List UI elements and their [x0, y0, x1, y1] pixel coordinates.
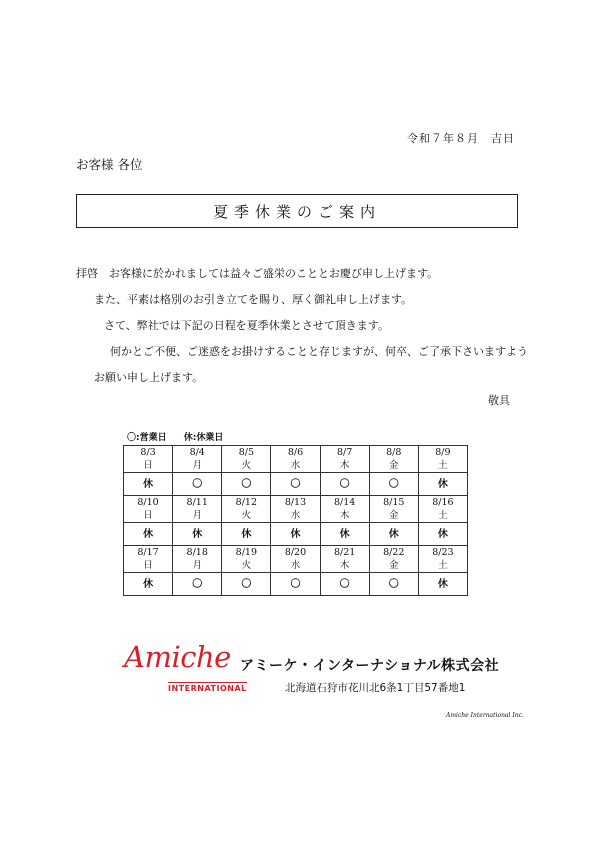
- calendar-row-status: [124, 573, 468, 596]
- calendar-weekday: 金: [369, 459, 418, 473]
- calendar-row-status: [124, 523, 468, 546]
- calendar-date: 8/13: [271, 496, 320, 510]
- calendar-status: 休: [320, 523, 369, 546]
- calendar-weekday: 日: [124, 509, 173, 523]
- calendar-status: 休: [418, 523, 467, 546]
- calendar-row-dates: [124, 446, 468, 460]
- document-title: 夏季休業のご案内: [212, 202, 381, 221]
- calendar-row-days: [124, 559, 468, 573]
- calendar-status: 〇: [173, 473, 222, 496]
- calendar-weekday: 火: [222, 509, 271, 523]
- calendar-weekday: 土: [418, 559, 467, 573]
- calendar-date: 8/22: [369, 546, 418, 560]
- calendar-status: 〇: [222, 473, 271, 496]
- calendar-date: 8/14: [320, 496, 369, 510]
- calendar-weekday: 日: [124, 459, 173, 473]
- calendar-weekday: 火: [222, 559, 271, 573]
- calendar-status: 休: [418, 573, 467, 596]
- calendar-weekday: 日: [124, 559, 173, 573]
- company-name: アミーケ・インターナショナル株式会社: [240, 658, 500, 674]
- calendar-status: 休: [124, 523, 173, 546]
- company-logo: [120, 640, 247, 700]
- calendar-legend: [127, 430, 237, 443]
- calendar-date: 8/17: [124, 546, 173, 560]
- calendar-row-dates: [124, 546, 468, 560]
- calendar-status: 休: [124, 573, 173, 596]
- body-line-1: 拝啓 お客様に於かれましては益々ご盛栄のこととお慶び申し上げます。: [76, 267, 439, 280]
- title-box: [76, 194, 518, 228]
- company-signature: Amiche International Inc.: [446, 712, 524, 719]
- calendar-weekday: 水: [271, 559, 320, 573]
- legend-open: 〇:営業日: [127, 433, 167, 443]
- calendar-date: 8/8: [369, 446, 418, 460]
- addressee: お客様 各位: [76, 157, 143, 172]
- calendar-weekday: 土: [418, 459, 467, 473]
- calendar-date: 8/3: [124, 446, 173, 460]
- calendar-weekday: 月: [173, 509, 222, 523]
- calendar-status: 休: [271, 523, 320, 546]
- body-line-2: また、平素は格別のお引き立てを賜り、厚く御礼申し上げます。: [94, 293, 413, 306]
- calendar-status: 休: [418, 473, 467, 496]
- holiday-calendar: [123, 445, 468, 596]
- calendar-date: 8/10: [124, 496, 173, 510]
- calendar-date: 8/21: [320, 546, 369, 560]
- calendar-status: 休: [369, 523, 418, 546]
- calendar-weekday: 水: [271, 459, 320, 473]
- calendar-status: 休: [124, 473, 173, 496]
- calendar-date: 8/20: [271, 546, 320, 560]
- calendar-date: 8/11: [173, 496, 222, 510]
- calendar-date: 8/19: [222, 546, 271, 560]
- calendar-weekday: 火: [222, 459, 271, 473]
- calendar-weekday: 金: [369, 559, 418, 573]
- calendar-date: 8/9: [418, 446, 467, 460]
- calendar-date: 8/23: [418, 546, 467, 560]
- calendar-row-days: [124, 509, 468, 523]
- calendar-row-dates: [124, 496, 468, 510]
- calendar-status: 〇: [320, 473, 369, 496]
- calendar-weekday: 水: [271, 509, 320, 523]
- calendar-weekday: 月: [173, 559, 222, 573]
- closing-keigu: 敬具: [488, 394, 510, 407]
- calendar-status: 〇: [369, 473, 418, 496]
- calendar-date: 8/15: [369, 496, 418, 510]
- calendar-weekday: 木: [320, 509, 369, 523]
- calendar-weekday: 木: [320, 559, 369, 573]
- calendar-weekday: 月: [173, 459, 222, 473]
- calendar-date: 8/4: [173, 446, 222, 460]
- calendar-date: 8/7: [320, 446, 369, 460]
- calendar-status: 〇: [173, 573, 222, 596]
- calendar-weekday: 金: [369, 509, 418, 523]
- calendar-status: 〇: [222, 573, 271, 596]
- calendar-row-days: [124, 459, 468, 473]
- calendar-weekday: 土: [418, 509, 467, 523]
- calendar-date: 8/16: [418, 496, 467, 510]
- logo-subtitle: INTERNATIONAL: [168, 684, 247, 693]
- company-address: 北海道石狩市花川北6条1丁目57番地1: [285, 682, 466, 694]
- legend-closed: 休:休業日: [183, 433, 224, 443]
- document-date: 令和７年８月 吉日: [407, 132, 515, 145]
- calendar-status: 〇: [271, 573, 320, 596]
- logo-wordmark: Amiche: [124, 640, 231, 674]
- calendar-date: 8/6: [271, 446, 320, 460]
- calendar-status: 〇: [271, 473, 320, 496]
- body-line-4: 何かとご不便、ご迷惑をお掛けすることと存じますが、何卒、ご了承下さいますよう: [110, 345, 528, 358]
- calendar-date: 8/5: [222, 446, 271, 460]
- calendar-date: 8/12: [222, 496, 271, 510]
- body-line-5: お願い申し上げます。: [94, 371, 204, 384]
- calendar-status: 〇: [320, 573, 369, 596]
- calendar-row-status: [124, 473, 468, 496]
- body-line-3: さて、弊社では下記の日程を夏季休業とさせて頂きます。: [104, 319, 389, 332]
- calendar-status: 〇: [369, 573, 418, 596]
- calendar-weekday: 木: [320, 459, 369, 473]
- calendar-status: 休: [222, 523, 271, 546]
- calendar-status: 休: [173, 523, 222, 546]
- calendar-date: 8/18: [173, 546, 222, 560]
